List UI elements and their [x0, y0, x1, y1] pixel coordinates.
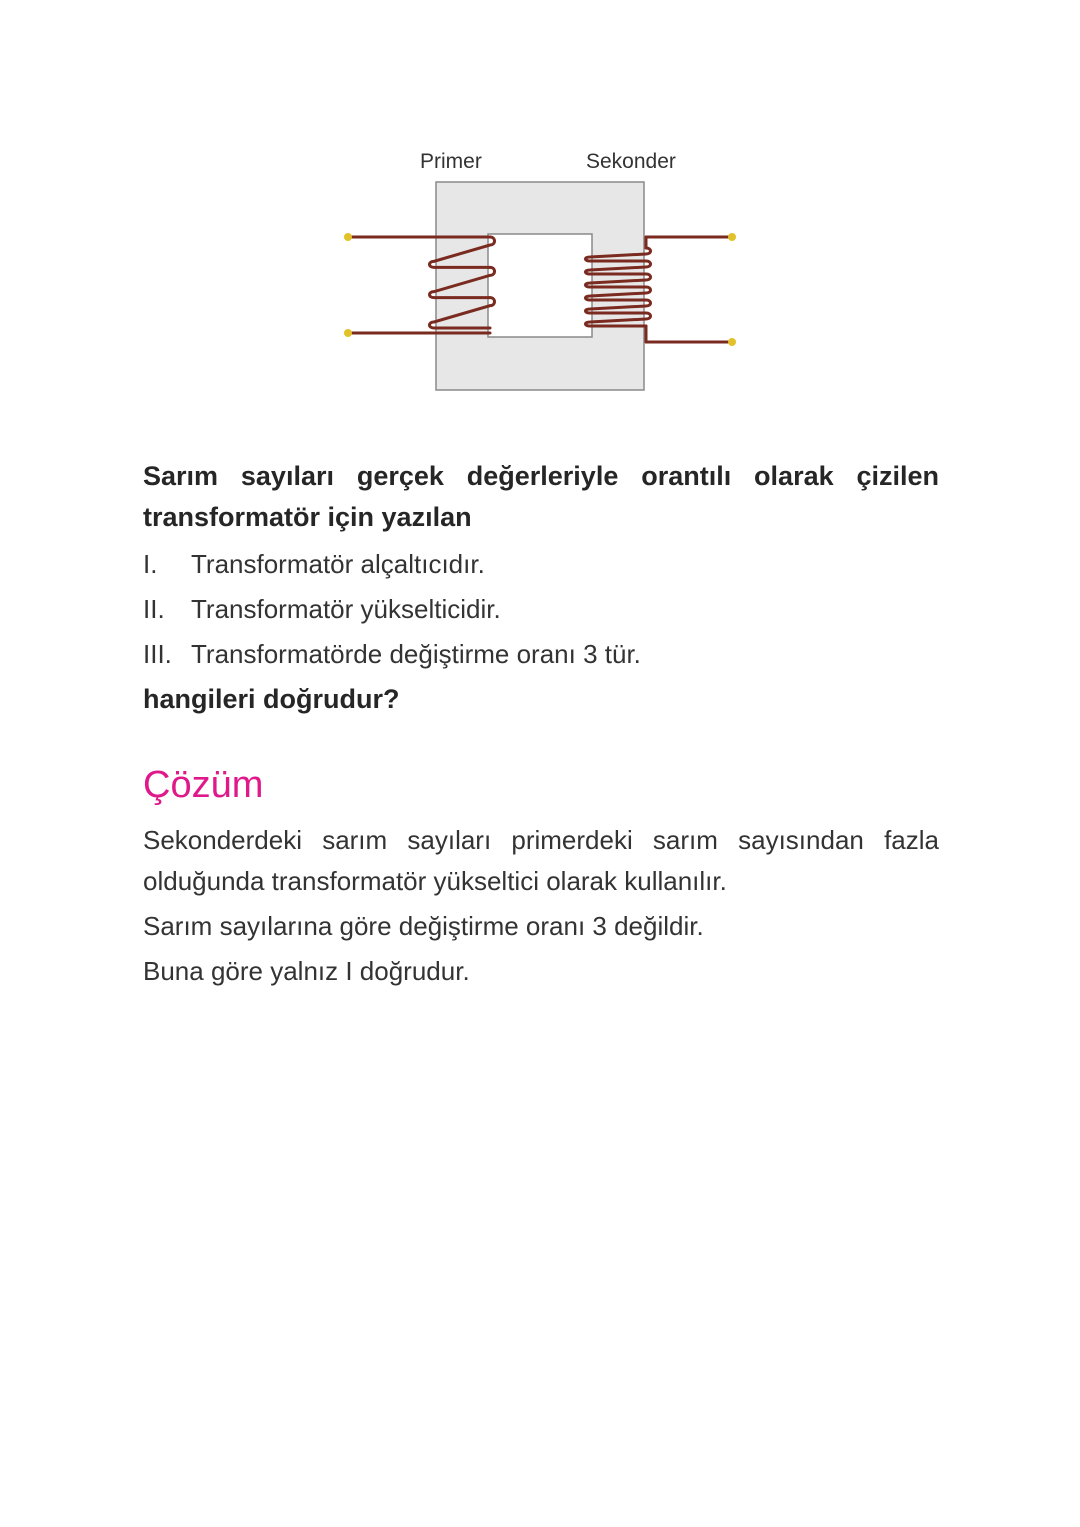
statement-numeral: II.	[143, 594, 165, 624]
primary-terminal	[344, 233, 352, 241]
statement-list	[143, 542, 939, 677]
transformer-diagram	[330, 140, 750, 405]
solution-paragraph: Sekonderdeki sarım sayıları primerdeki sarım sayısından fazla olduğunda transformatör yükseltici olarak kullanılır.	[143, 825, 939, 896]
transformer-svg	[330, 140, 750, 400]
statement-text: Transformatör alçaltıcıdır.	[191, 549, 485, 579]
content	[143, 456, 939, 996]
question-text: Sarım sayıları gerçek değerleriyle orantılı olarak çizilen transformatör için yazılan	[143, 461, 939, 532]
secondary-terminal	[728, 233, 736, 241]
statement-item	[143, 542, 939, 587]
primary-label: Primer	[420, 150, 482, 173]
secondary-label: Sekonder	[586, 150, 676, 173]
primary-terminal	[344, 329, 352, 337]
statement-numeral: III.	[143, 639, 172, 669]
statement-text: Transformatör yükselticidir.	[191, 594, 501, 624]
solution-title: Çözüm	[143, 764, 264, 806]
statement-text: Transformatörde değiştirme oranı 3 tür.	[191, 639, 641, 669]
statement-numeral: I.	[143, 549, 158, 579]
question-prompt: hangileri doğrudur?	[143, 684, 400, 714]
solution-paragraph: Buna göre yalnız I doğrudur.	[143, 956, 470, 986]
solution-paragraph: Sarım sayılarına göre değiştirme oranı 3 değildir.	[143, 911, 704, 941]
secondary-terminal	[728, 338, 736, 346]
statement-item	[143, 632, 939, 677]
statement-item	[143, 587, 939, 632]
